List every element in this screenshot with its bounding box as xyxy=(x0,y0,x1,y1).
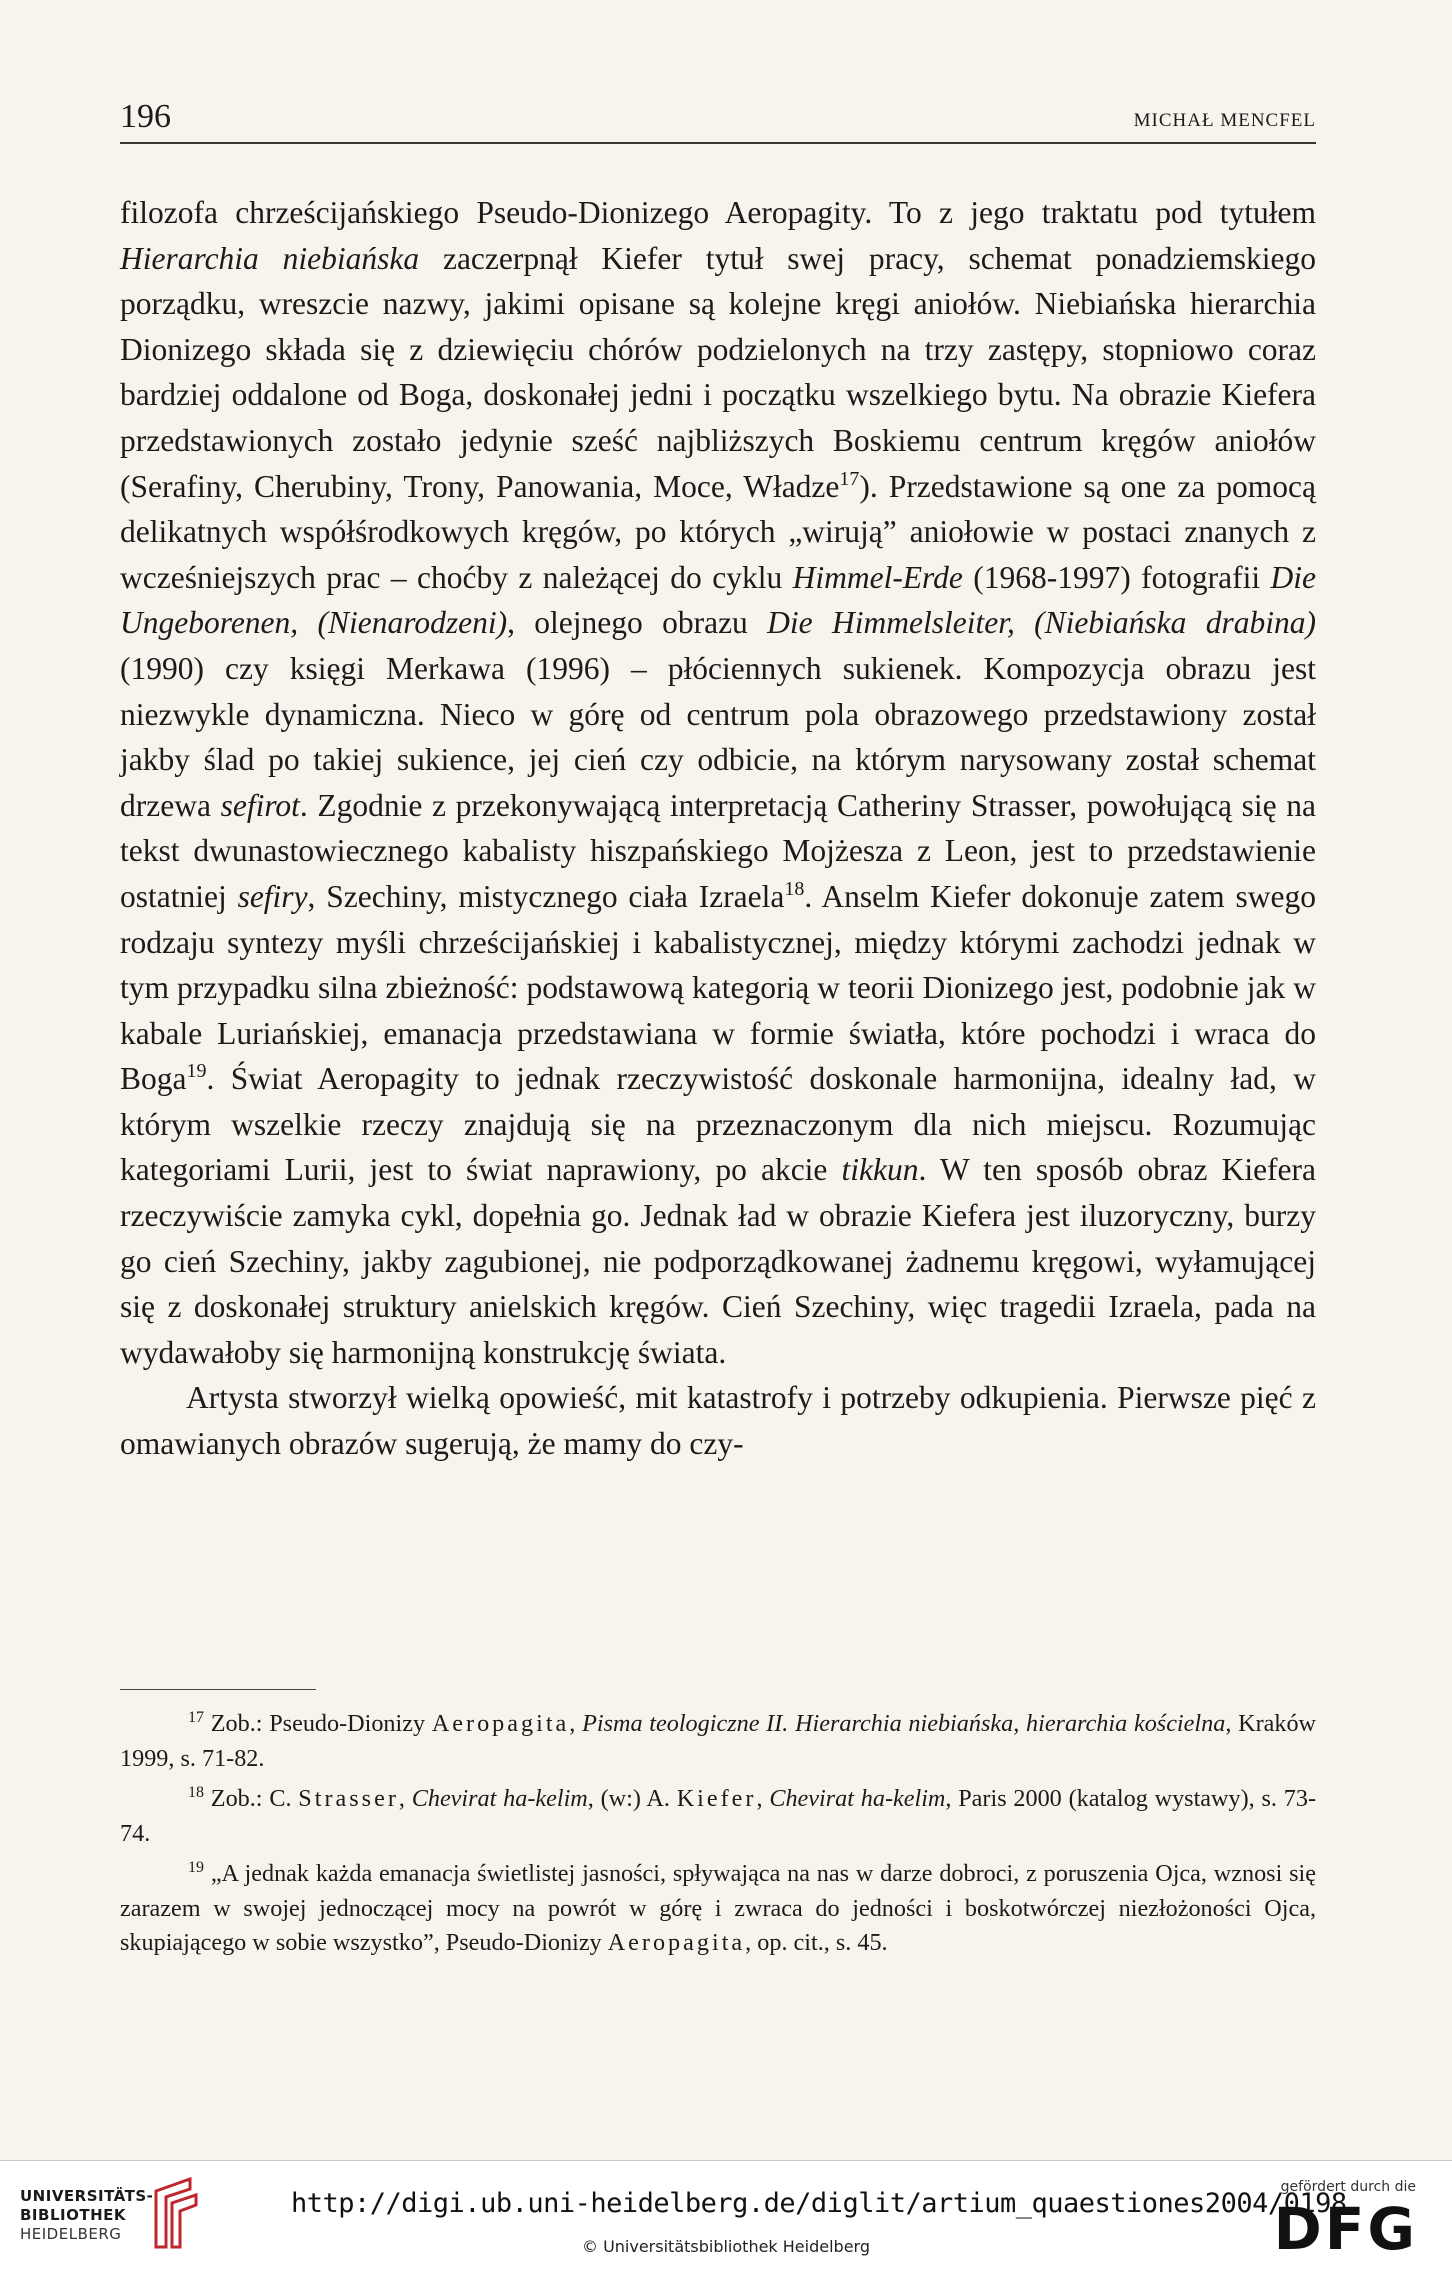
paragraph-2: Artysta stworzył wielką opowieść, mit katastrofy i potrzeby odkupienia. Pierwsze pięć z omawianych obrazów sugerują, że mamy do czy- xyxy=(120,1380,1316,1462)
paragraph-1: filozofa chrześcijańskiego Pseudo-Dionizego Aeropagity. To z jego traktatu pod tytułem Hierarchia niebiańska zaczerpnął Kiefer tytuł swej pracy, schemat ponadziemskiego porządku, wreszcie nazwy, jakimi opisane są kolejne kręgi aniołów. Niebiańska hierarchia Dionizego składa się z dziewięciu chórów podzielonych na trzy zastępy, stopniowo coraz bardziej oddalone od Boga, doskonałej jedni i początku wszelkiego bytu. Na obrazie Kiefera przedstawionych zostało jedynie sześć najbliższych Boskiemu centrum kręgów aniołów (Serafiny, Cherubiny, Trony, Panowania, Moce, Władze$^{17}$). Przedstawione są one za pomocą delikatnych współśrodkowych kręgów, po których „wirują” aniołowie w postaci znanych z wcześniejszych prac – choćby z należącej do cyklu Himmel-Erde (1968-1997) fotografii Die Ungeborenen, (Nienarodzeni), olejnego obrazu Die Himmelsleiter, (Niebiańska drabina) (1990) czy księgi Merkawa (1996) – płóciennych sukienek. Kompozycja obrazu jest niezwykle dynamiczna. Nieco w górę od centrum pola obrazowego przedstawiony został jakby ślad po takiej sukience, jej cień czy odbicie, na którym narysowany został schemat drzewa sefirot. Zgodnie z przekonywającą interpretacją Catheriny Strasser, powołującą się na tekst dwunastowiecznego kabalisty hiszpańskiego Mojżesza z Leon, jest to przedstawienie ostatniej sefiry, Szechiny, mistycznego ciała Izraela$^{18}$. Anselm Kiefer dokonuje zatem swego rodzaju syntezy myśli chrześcijańskiej i kabalistycznej, między którymi zachodzi jednak w tym przypadku silna zbieżność: podstawową kategorią w teorii Dionizego jest, podobnie jak w kabale Luriańskiej, emanacja przedstawiana w formie światła, które pochodzi i wraca do Boga$^{19}$. Świat Aeropagity to jednak rzeczywistość doskonale harmonijna, idealny ład, w którym wszelkie rzeczy znajdują się na przeznaczonym dla nich miejscu. Rozumując kategoriami Lurii, jest to świat naprawiony, po akcie tikkun. W ten sposób obraz Kiefera rzeczywiście zamyka cykl, dopełnia go. Jednak ład w obrazie Kiefera jest iluzoryczny, burzy go cień Szechiny, jakby zagubionej, nie podporządkowanej żadnemu kręgowi, wyłamującej się z doskonałej struktury anielskich kręgów. Cień Szechiny, więc tragedii Izraela, pada na wydawałoby się harmonijną konstrukcję świata. xyxy=(120,195,1317,1370)
footnote-ref-19[interactable]: 19 xyxy=(186,1060,207,1083)
library-name: UNIVERSITÄTS- BIBLIOTHEK HEIDELBERG xyxy=(20,2187,154,2243)
footnotes xyxy=(120,1707,1316,1967)
copyright-notice: © Universitätsbibliothek Heidelberg xyxy=(581,2237,870,2256)
body-text xyxy=(120,190,1316,1467)
footnote-ref-17[interactable]: 17 xyxy=(839,467,860,490)
footnote-19: $^{19}$ „A jednak każda emanacja świetlistej jasności, spływająca na nas w darze dobroci, z poruszenia Ojca, wznosi się zarazem w swojej jednoczącej mocy na powrót w górę i zwraca do jedności i boskotwórczej niezłożoności Ojca, skupiającego w sobie wszystko”, Pseudo-Dionizy Aeropagita, op. cit., s. 45. xyxy=(120,1859,1316,1956)
footnote-18: $^{18}$ Zob.: C. Strasser, Chevirat ha-kelim, (w:) A. Kiefer, Chevirat ha-kelim, Paris 2000 (katalog wystawy), s. 73-74. xyxy=(120,1784,1316,1847)
page-header xyxy=(120,96,1316,144)
footnote-divider xyxy=(120,1689,316,1690)
dfg-logo: DFG xyxy=(1273,2195,1418,2263)
funded-by-label: gefördert durch die xyxy=(1280,2179,1416,2195)
digitization-banner xyxy=(0,2160,1452,2270)
footnote-17: $^{17}$ Zob.: Pseudo-Dionizy Aeropagita, Pisma teologiczne II. Hierarchia niebiańska, hierarchia kościelna, Kraków 1999, s. 71-82. xyxy=(120,1709,1317,1772)
source-url-link[interactable]: http://digi.ub.uni-heidelberg.de/diglit/artium_quaestiones2004/0198 xyxy=(291,2188,1347,2219)
page-number: 196 xyxy=(120,98,171,135)
footnote-ref-18[interactable]: 18 xyxy=(784,877,805,900)
running-head: MICHAŁ MENCFEL xyxy=(1133,110,1316,131)
